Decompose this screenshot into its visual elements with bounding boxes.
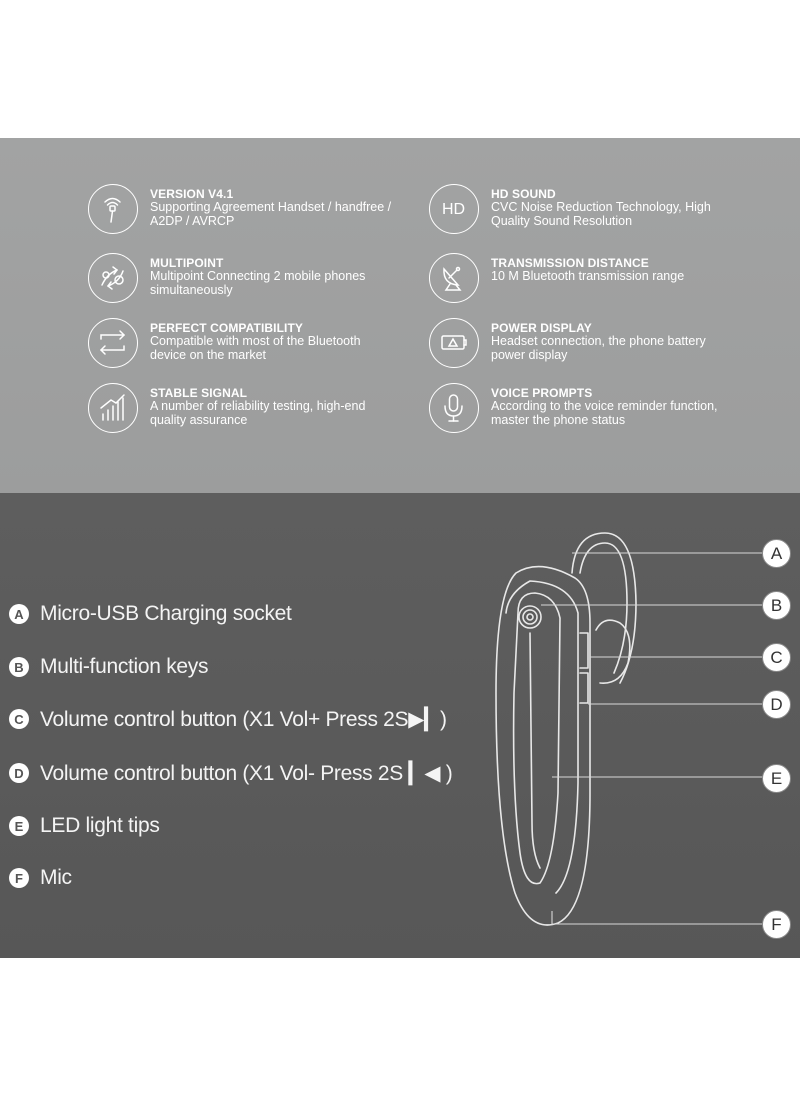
feature-title: HD SOUND bbox=[491, 187, 556, 201]
part-row-f bbox=[9, 865, 72, 891]
part-row-b bbox=[9, 654, 208, 680]
part-row-c bbox=[9, 706, 447, 732]
part-letter-badge: D bbox=[9, 763, 29, 783]
feature-title: VOICE PROMPTS bbox=[491, 386, 593, 400]
part-letter-badge: B bbox=[9, 657, 29, 677]
signal-bars-icon bbox=[88, 383, 138, 433]
feature-title: TRANSMISSION DISTANCE bbox=[491, 256, 649, 270]
feature-description: Multipoint Connecting 2 mobile phones simultaneously bbox=[150, 269, 366, 297]
feature-description: Supporting Agreement Handset / handfree / A2DP / AVRCP bbox=[150, 200, 392, 228]
feature-multipoint bbox=[88, 253, 428, 313]
features-panel bbox=[0, 138, 800, 493]
battery-icon bbox=[429, 318, 479, 368]
callout-d: D bbox=[762, 690, 791, 719]
part-row-e bbox=[9, 813, 160, 839]
feature-voice-prompts bbox=[429, 383, 769, 443]
feature-description: 10 M Bluetooth transmission range bbox=[491, 269, 685, 283]
feature-title: VERSION V4.1 bbox=[150, 187, 234, 201]
part-label: Micro-USB Charging socket bbox=[40, 602, 292, 625]
parts-panel bbox=[0, 493, 800, 958]
part-letter-badge: A bbox=[9, 604, 29, 624]
part-letter-badge: F bbox=[9, 868, 29, 888]
svg-text:HD: HD bbox=[441, 201, 466, 218]
callout-c: C bbox=[762, 643, 791, 672]
feature-power-display bbox=[429, 318, 769, 378]
feature-description: A number of reliability testing, high-end quality assurance bbox=[150, 399, 366, 427]
feature-stable-signal bbox=[88, 383, 428, 443]
feature-compatibility bbox=[88, 318, 428, 378]
feature-title: MULTIPOINT bbox=[150, 256, 224, 270]
feature-title: STABLE SIGNAL bbox=[150, 386, 248, 400]
multipoint-icon bbox=[88, 253, 138, 303]
part-label: Volume control button (X1 Vol- Press 2S ▎◀ ) bbox=[40, 761, 453, 785]
callout-f: F bbox=[762, 910, 791, 939]
volume-down-button bbox=[580, 673, 588, 703]
part-letter-badge: E bbox=[9, 816, 29, 836]
satellite-dish-icon bbox=[429, 253, 479, 303]
part-row-d bbox=[9, 760, 452, 786]
feature-description: According to the voice reminder function, master the phone status bbox=[491, 399, 718, 427]
bottom-margin bbox=[0, 958, 800, 1096]
feature-title: PERFECT COMPATIBILITY bbox=[150, 321, 303, 335]
feature-description: Headset connection, the phone battery power display bbox=[491, 334, 706, 362]
sync-arrows-icon bbox=[88, 318, 138, 368]
part-letter-badge: C bbox=[9, 709, 29, 729]
part-row-a bbox=[9, 601, 292, 627]
part-label: Multi-function keys bbox=[40, 655, 209, 678]
volume-up-button bbox=[580, 633, 588, 668]
feature-hd-sound bbox=[429, 184, 769, 244]
callout-e: E bbox=[762, 764, 791, 793]
hd-icon bbox=[429, 184, 479, 234]
part-label: LED light tips bbox=[40, 814, 160, 837]
headset-body bbox=[496, 567, 590, 925]
feature-description: Compatible with most of the Bluetooth device on the market bbox=[150, 334, 361, 362]
headset-icon bbox=[88, 184, 138, 234]
top-margin bbox=[0, 0, 800, 138]
feature-transmission-distance bbox=[429, 253, 769, 313]
part-label: Volume control button (X1 Vol+ Press 2S▶▎) bbox=[40, 707, 447, 731]
feature-description: CVC Noise Reduction Technology, High Quality Sound Resolution bbox=[491, 200, 711, 228]
feature-version bbox=[88, 184, 428, 244]
callout-a: A bbox=[762, 539, 791, 568]
feature-title: POWER DISPLAY bbox=[491, 321, 592, 335]
face-plate bbox=[514, 593, 560, 884]
callout-b: B bbox=[762, 591, 791, 620]
part-label: Mic bbox=[40, 866, 72, 889]
microphone-icon bbox=[429, 383, 479, 433]
